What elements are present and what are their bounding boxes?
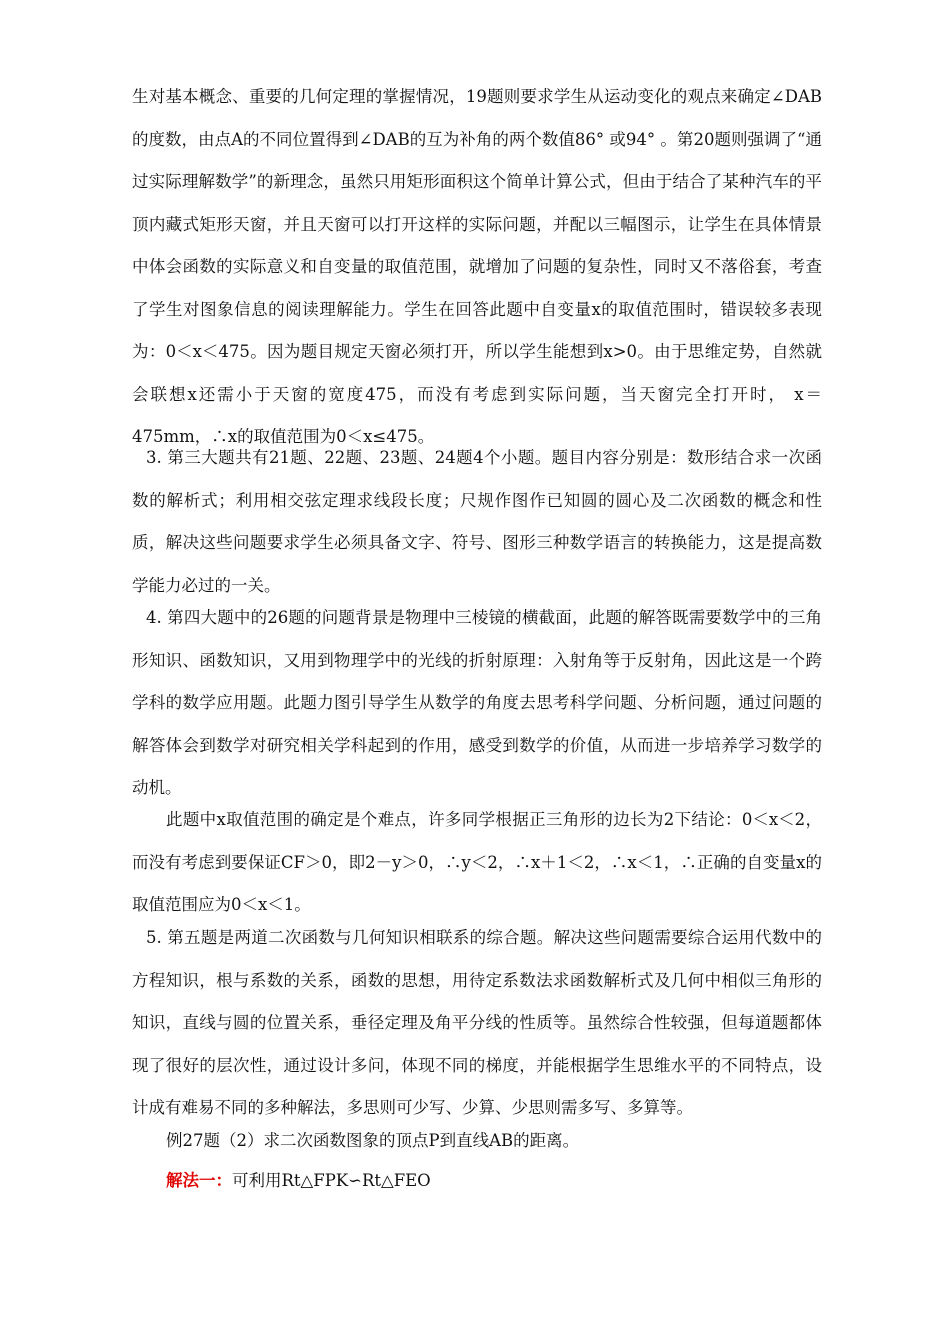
paragraph-x-range-difficulty: 此题中x取值范围的确定是个难点，许多同学根据正三角形的边长为2下结论：0＜x＜2，而没有考虑到要保证CF＞0，即2－y＞0，∴y＜2，∴x＋1＜2，∴x＜1，∴正确的自变量x的取值范围应为0＜x＜1。: [132, 810, 822, 914]
paragraph-solution-one: [132, 1160, 822, 1203]
paragraph-section-3: 3. 第三大题共有21题、22题、23题、24题4个小题。题目内容分别是：数形结合求一次函数的解析式；利用相交弦定理求线段长度；尺规作图作已知圆的圆心及二次函数的概念和性质，解决这些问题要求学生必须具备文字、符号、图形三种数学语言的转换能力，这是提高数学能力必过的一关。: [132, 448, 822, 595]
paragraph-example-27: 例27题（2）求二次函数图象的顶点P到直线AB的距离。: [166, 1131, 580, 1150]
paragraph-section-4: 4. 第四大题中的26题的问题背景是物理中三棱镜的横截面，此题的解答既需要数学中的三角形知识、函数知识，又用到物理学中的光线的折射原理：入射角等于反射角，因此这是一个跨学科的数学应用题。此题力图引导学生从数学的角度去思考科学问题、分析问题，通过问题的解答体会到数学对研究相关学科起到的作用，感受到数学的价值，从而进一步培养学习数学的动机。: [132, 608, 822, 797]
paragraph-section-5: 5. 第五题是两道二次函数与几何知识相联系的综合题。解决这些问题需要综合运用代数中的方程知识，根与系数的关系，函数的思想，用待定系数法求函数解析式及几何中相似三角形的知识，直线与圆的位置关系，垂径定理及角平分线的性质等。虽然综合性较强，但每道题都体现了很好的层次性，通过设计多问，体现不同的梯度，并能根据学生思维水平的不同特点，设计成有难易不同的多种解法，多思则可少写、少算、少思则需多写、多算等。: [132, 928, 822, 1117]
paragraph-exam-analysis-19-20: 生对基本概念、重要的几何定理的掌握情况，19题则要求学生从运动变化的观点来确定∠DAB的度数，由点A的不同位置得到∠DAB的互为补角的两个数值86° 或94° 。第20题则强调了“通过实际理解数学”的新理念，虽然只用矩形面积这个简单计算公式，但由于结合了某种汽车的平顶内藏式矩形天窗，并且天窗可以打开这样的实际问题，并配以三幅图示，让学生在具体情景中体会函数的实际意义和自变量的取值范围，就增加了问题的复杂性，同时又不落俗套，考查了学生对图象信息的阅读理解能力。学生在回答此题中自变量x的取值范围时，错误较多表现为：0＜x＜475。因为题目规定天窗必须打开，所以学生能想到x>0。由于思维定势，自然就会联想x还需小于天窗的宽度475，而没有考虑到实际问题，当天窗完全打开时， x＝475mm，∴x的取值范围为0＜x≤475。: [132, 87, 822, 446]
solution-label: 解法一：: [166, 1171, 232, 1190]
solution-text: 可利用Rt△FPK∽Rt△FEO: [232, 1171, 431, 1190]
